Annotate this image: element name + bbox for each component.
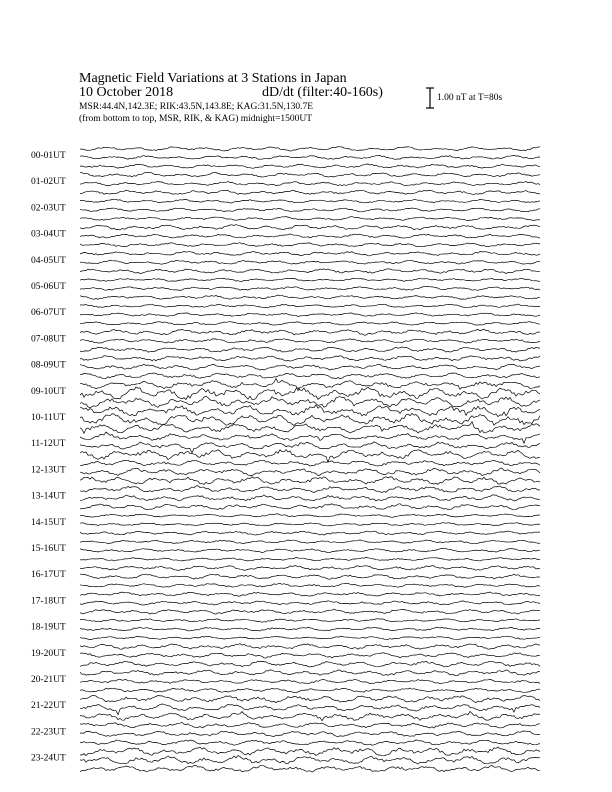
hour-label: 20-21UT: [31, 675, 66, 685]
station-trace: [80, 313, 540, 317]
station-trace: [80, 523, 540, 526]
station-trace: [80, 704, 540, 715]
hour-label: 04-05UT: [31, 255, 66, 266]
hour-labels: [31, 151, 66, 764]
station-trace: [80, 164, 540, 168]
station-trace: [80, 514, 540, 518]
station-trace: [80, 636, 540, 639]
hour-label: 22-23UT: [31, 727, 66, 738]
station-trace: [80, 260, 540, 264]
hour-label: 16-17UT: [31, 570, 66, 581]
station-trace: [80, 592, 540, 596]
station-trace: [80, 269, 540, 274]
station-trace: [80, 574, 540, 579]
station-trace: [80, 765, 540, 772]
station-trace: [80, 566, 540, 571]
station-trace: [80, 322, 540, 325]
station-trace: [80, 347, 540, 352]
station-trace: [80, 468, 540, 476]
hour-label: 08-09UT: [31, 360, 66, 371]
hour-label: 12-13UT: [31, 465, 66, 476]
station-trace: [80, 208, 540, 212]
chart-date: 10 October 2018: [79, 85, 174, 100]
station-trace: [80, 679, 540, 684]
station-trace: [80, 172, 540, 177]
station-trace: [80, 442, 540, 453]
station-trace: [80, 396, 540, 407]
station-trace: [80, 278, 540, 281]
hour-label: 09-10UT: [31, 386, 66, 397]
hour-label: 01-02UT: [31, 177, 66, 188]
hour-label: 03-04UT: [31, 229, 66, 240]
station-trace: [80, 731, 540, 737]
hour-label: 23-24UT: [31, 753, 66, 764]
station-trace: [80, 304, 540, 308]
station-trace: [80, 495, 540, 501]
station-trace: [80, 339, 540, 343]
scale-label: 1.00 nT at T=80s: [437, 93, 503, 103]
hour-label: 02-03UT: [31, 203, 66, 214]
station-trace: [80, 147, 540, 152]
hour-label: 18-19UT: [31, 622, 66, 633]
hour-label: 13-14UT: [31, 491, 66, 502]
station-trace: [80, 531, 540, 535]
hour-label: 07-08UT: [31, 334, 66, 345]
station-trace: [80, 405, 540, 417]
station-trace: [80, 460, 540, 466]
station-trace: [80, 504, 540, 510]
station-trace: [80, 364, 540, 370]
hour-label: 06-07UT: [31, 308, 66, 319]
station-trace: [80, 583, 540, 587]
station-trace: [80, 251, 540, 255]
station-trace: [80, 387, 540, 400]
hour-label: 19-20UT: [31, 648, 66, 659]
station-trace: [80, 653, 540, 658]
station-trace: [80, 329, 540, 335]
station-trace: [80, 295, 540, 299]
station-trace: [80, 287, 540, 291]
station-order-note: (from bottom to top, MSR, RIK, & KAG) midnight=1500UT: [79, 114, 313, 124]
station-trace: [80, 156, 540, 160]
station-trace: [80, 558, 540, 562]
station-trace: [80, 627, 540, 631]
chart-title: Magnetic Field Variations at 3 Stations in Japan: [79, 71, 347, 86]
station-trace: [80, 422, 540, 434]
hour-label: 17-18UT: [31, 596, 66, 607]
station-trace: [80, 199, 540, 203]
hour-label: 14-15UT: [31, 517, 66, 528]
station-trace: [80, 243, 540, 247]
station-trace: [80, 486, 540, 493]
station-trace: [80, 217, 540, 221]
hour-label: 10-11UT: [31, 413, 66, 423]
station-trace: [80, 379, 540, 391]
station-trace: [80, 722, 540, 728]
station-coordinates: MSR:44.4N,142.3E; RIK:43.5N,143.8E; KAG:31.5N,130.7E: [79, 102, 314, 112]
station-trace: [80, 747, 540, 756]
station-trace: [80, 619, 540, 623]
hour-label: 11-12UT: [31, 439, 66, 450]
station-trace: [80, 609, 540, 614]
station-trace: [80, 356, 540, 361]
station-trace: [80, 450, 540, 463]
station-trace: [80, 601, 540, 605]
hour-label: 00-01UT: [31, 151, 66, 161]
hour-label: 15-16UT: [31, 544, 66, 554]
station-trace: [80, 182, 540, 186]
station-trace: [80, 548, 540, 552]
station-trace: [80, 756, 540, 765]
station-trace: [80, 695, 540, 702]
station-trace: [80, 540, 540, 544]
station-trace: [80, 234, 540, 238]
hour-label: 21-22UT: [31, 701, 66, 712]
hour-label: 05-06UT: [31, 282, 66, 292]
station-trace: [80, 477, 540, 485]
scale-bar: [426, 88, 434, 108]
station-trace: [80, 432, 540, 443]
chart-filter: dD/dt (filter:40-160s): [262, 85, 383, 100]
station-trace: [80, 740, 540, 745]
station-trace: [80, 711, 540, 720]
station-trace: [80, 373, 540, 379]
station-trace: [80, 644, 540, 650]
station-trace: [80, 190, 540, 194]
station-traces: [80, 147, 540, 773]
station-trace: [80, 661, 540, 667]
station-trace: [80, 670, 540, 676]
station-trace: [80, 688, 540, 693]
station-trace: [80, 225, 540, 230]
